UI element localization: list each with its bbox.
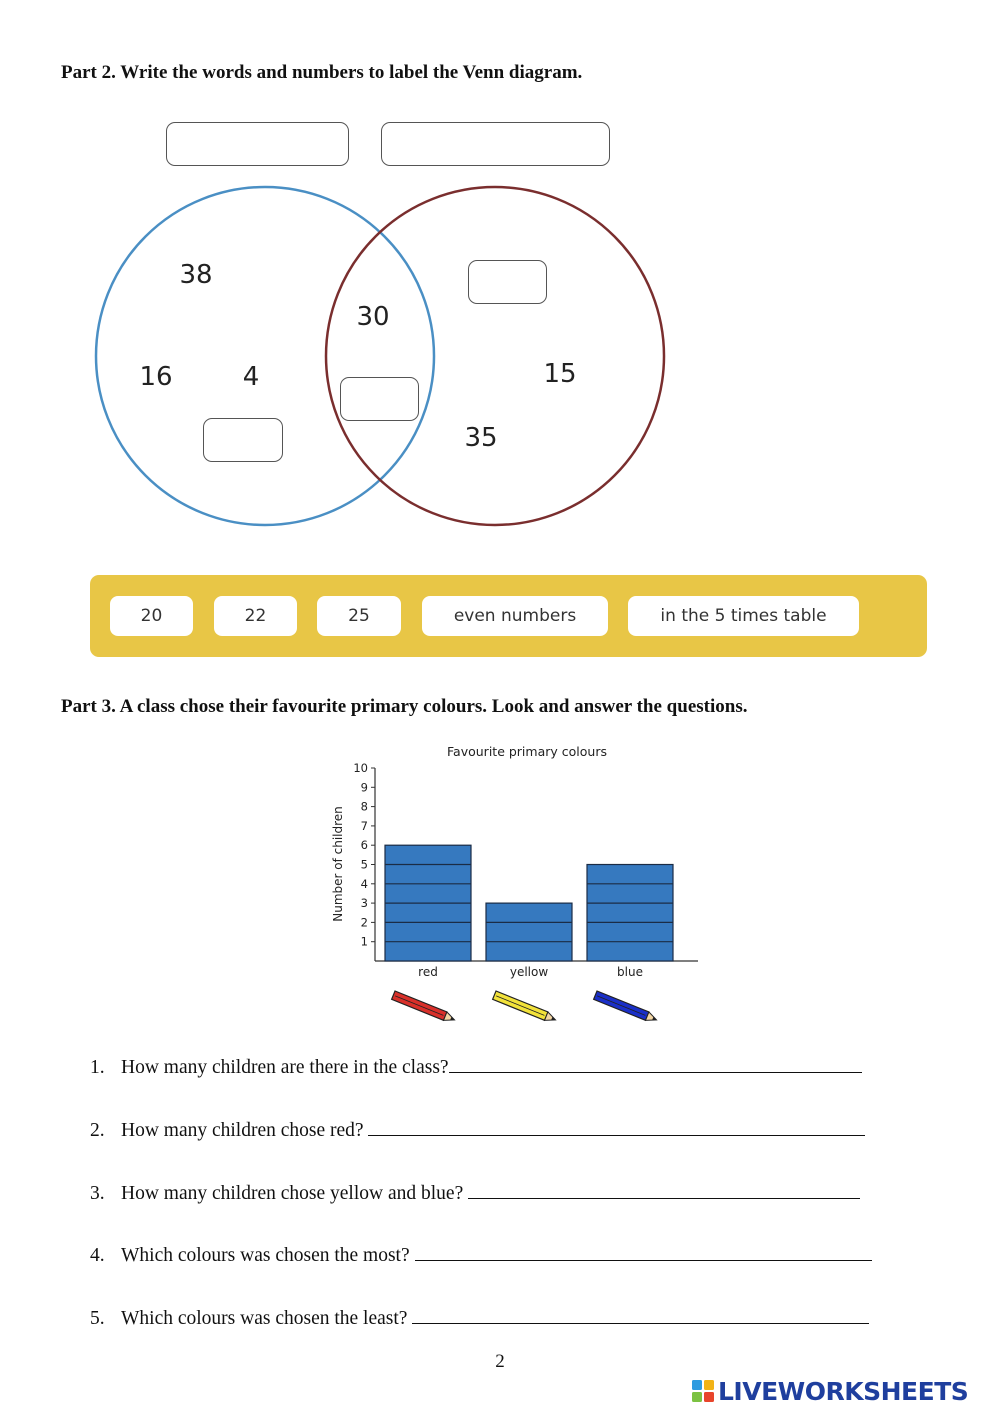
question-1-answer-line[interactable] <box>449 1056 862 1073</box>
word-chip-5-times-table[interactable]: in the 5 times table <box>628 596 859 636</box>
chart-category-label-red: red <box>418 965 438 979</box>
chart-ytick-label: 6 <box>360 838 368 853</box>
chart-ytick-label: 7 <box>360 818 368 833</box>
question-2-number: 2. <box>90 1120 105 1141</box>
liveworksheets-logo-icon <box>692 1380 714 1402</box>
venn-number-15: 15 <box>543 359 577 389</box>
venn-answer-box-right[interactable] <box>468 260 547 304</box>
question-4-text: Which colours was chosen the most? <box>121 1245 415 1266</box>
word-chip-25[interactable]: 25 <box>317 596 401 636</box>
question-1-number: 1. <box>90 1057 105 1078</box>
chart-ytick-label: 10 <box>353 761 368 775</box>
question-4-number: 4. <box>90 1245 105 1266</box>
question-3-number: 3. <box>90 1183 105 1204</box>
chart-ytick-label: 1 <box>360 934 368 949</box>
venn-number-35: 35 <box>464 423 498 453</box>
word-chip-22[interactable]: 22 <box>214 596 297 636</box>
chart-bar-blue <box>587 865 673 962</box>
favourite-colours-chart <box>320 735 720 1025</box>
venn-answer-box-left[interactable] <box>203 418 283 462</box>
word-bank <box>90 575 927 657</box>
liveworksheets-logo-text: LIVEWORKSHEETS <box>718 1376 969 1406</box>
part2-heading: Part 2. Write the words and numbers to label the Venn diagram. <box>61 62 583 83</box>
question-3-answer-line[interactable] <box>468 1182 860 1199</box>
chart-category-label-yellow: yellow <box>509 965 549 979</box>
page-number: 2 <box>495 1351 505 1372</box>
question-3 <box>90 1182 860 1205</box>
chart-ytick-label: 3 <box>360 896 368 911</box>
question-2 <box>90 1119 865 1142</box>
chart-ytick-label: 9 <box>360 780 368 795</box>
question-5 <box>90 1307 869 1330</box>
venn-number-30: 30 <box>356 302 390 332</box>
question-2-answer-line[interactable] <box>368 1119 865 1136</box>
venn-answer-box-overlap[interactable] <box>340 377 419 421</box>
venn-number-4: 4 <box>242 362 260 392</box>
chart-category-label-blue: blue <box>617 965 643 979</box>
chart-bar-yellow <box>486 903 572 961</box>
venn-circle-five-times <box>326 187 664 525</box>
word-chip-20[interactable]: 20 <box>110 596 193 636</box>
pencil-icon-red <box>392 991 457 1024</box>
question-4 <box>90 1244 872 1267</box>
question-1-text: How many children are there in the class? <box>121 1057 449 1078</box>
question-5-answer-line[interactable] <box>412 1307 869 1324</box>
question-4-answer-line[interactable] <box>415 1244 872 1261</box>
venn-circle-even <box>96 187 434 525</box>
liveworksheets-logo[interactable] <box>692 1376 968 1406</box>
chart-title: Favourite primary colours <box>447 744 607 759</box>
question-1 <box>90 1056 862 1079</box>
word-chip-even-numbers[interactable]: even numbers <box>422 596 608 636</box>
chart-ytick-label: 4 <box>360 876 368 891</box>
part3-heading: Part 3. A class chose their favourite primary colours. Look and answer the questions. <box>61 696 748 717</box>
question-3-text: How many children chose yellow and blue? <box>121 1183 469 1204</box>
pencil-icon-blue <box>594 991 659 1024</box>
chart-ytick-label: 8 <box>360 799 368 814</box>
chart-ytick-label: 2 <box>360 915 368 930</box>
pencil-icon-yellow <box>493 991 558 1024</box>
chart-ylabel: Number of children <box>331 806 345 922</box>
question-2-text: How many children chose red? <box>121 1120 369 1141</box>
venn-number-38: 38 <box>179 260 213 290</box>
chart-ytick-label: 5 <box>360 857 368 872</box>
venn-number-16: 16 <box>139 362 173 392</box>
question-5-number: 5. <box>90 1308 105 1329</box>
question-5-text: Which colours was chosen the least? <box>121 1308 413 1329</box>
